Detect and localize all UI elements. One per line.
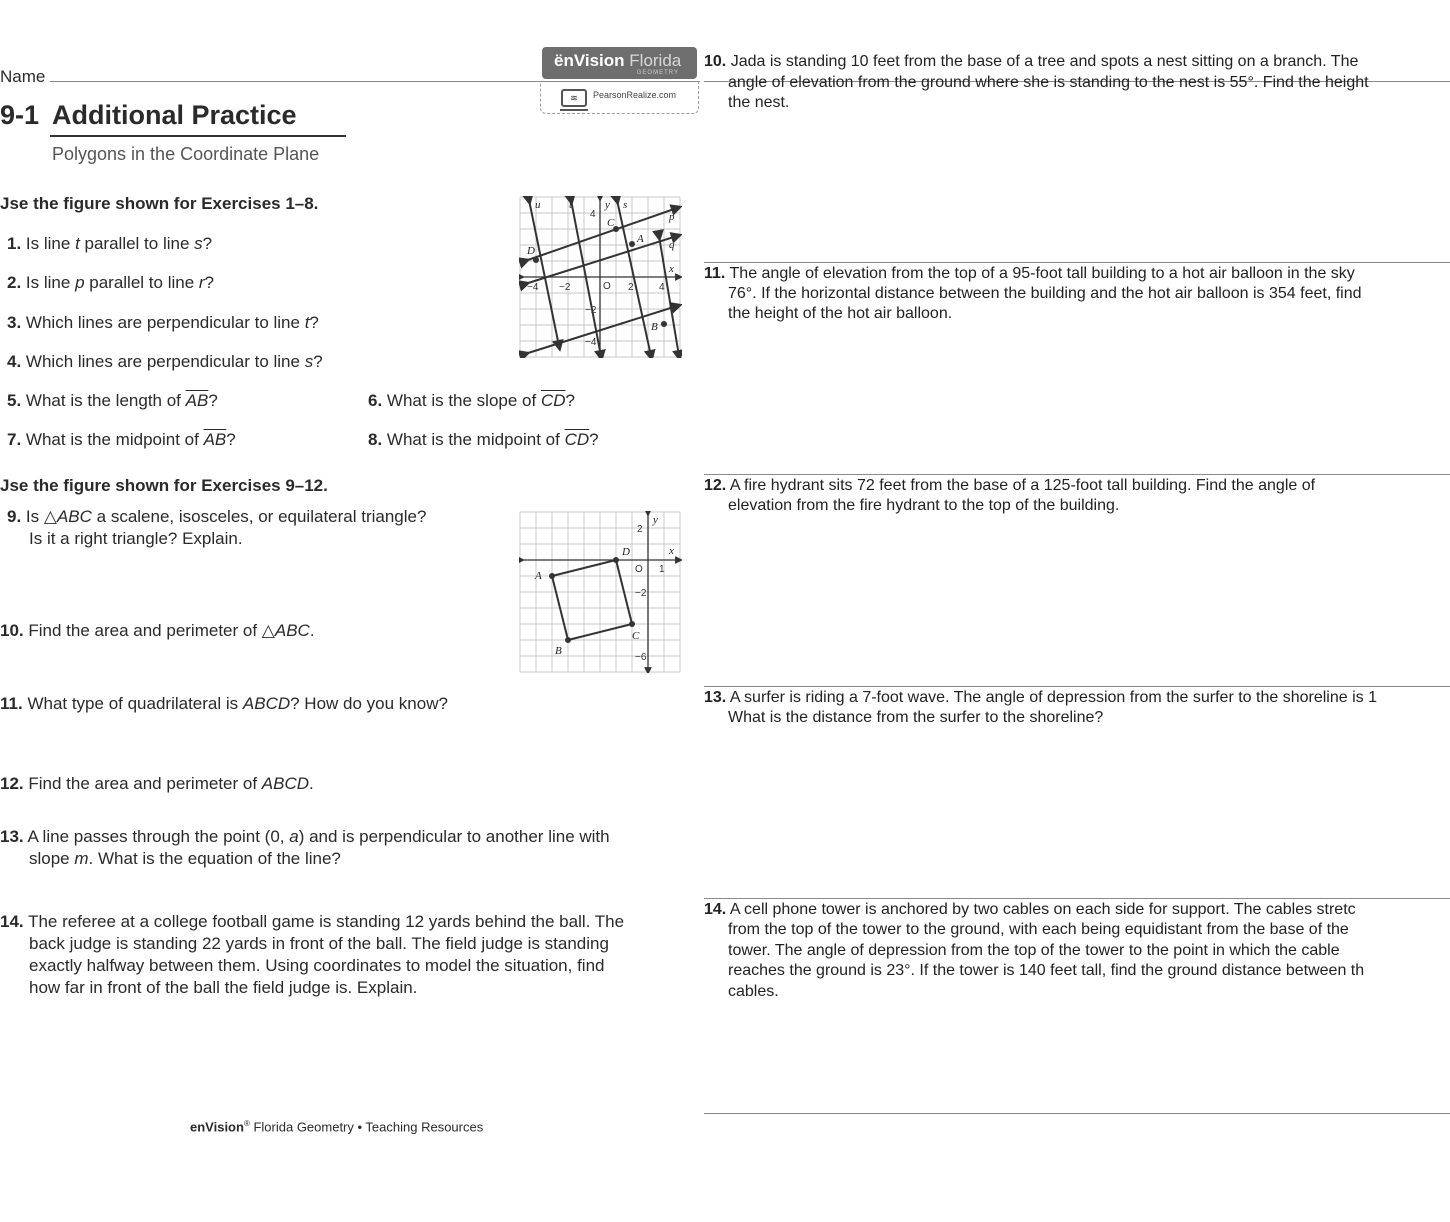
label-r: r <box>669 299 674 311</box>
right-exercise-12: 12. A fire hydrant sits 72 feet from the base of a 125-foot tall building. Find the angle of <box>704 477 1316 494</box>
right-exercise-14-line4: reaches the ground is 23°. If the tower is 140 feet tall, find the ground distance between th <box>728 962 1365 979</box>
label-point-b: B <box>651 321 658 333</box>
right-exercise-13-line2: What is the distance from the surfer to the shoreline? <box>728 709 1104 726</box>
right-exercise-14-line2: from the top of the tower to the ground, with each being equidistant from the base of the <box>728 921 1349 938</box>
tick-y-neg2: −2 <box>635 588 647 599</box>
tick-y-4: 4 <box>590 209 596 220</box>
right-exercise-14: 14. A cell phone tower is anchored by two cables on each side for support. The cables stretc <box>704 901 1356 918</box>
footer-rest: Florida Geometry • Teaching Resources <box>249 1119 484 1135</box>
tick-y-neg6: −6 <box>635 652 647 663</box>
exercise-6: 6. What is the slope of $\overline{CD}$? <box>368 391 575 410</box>
label-point-d: D <box>527 245 535 257</box>
quadrilateral-abcd <box>552 560 632 640</box>
right-exercise-10-line3: the nest. <box>728 94 790 111</box>
exercise-2: 2. Is line p parallel to line r? <box>7 273 215 292</box>
origin-label-2: O <box>635 564 643 575</box>
right-exercise-11-line2: 76°. If the horizontal distance between the building and the hot air balloon is 354 feet, find <box>728 285 1362 302</box>
point-c <box>629 621 635 627</box>
label-x-axis: x <box>669 545 674 557</box>
logo-brand: ënVision <box>554 51 625 70</box>
exercise-5: 5. What is the length of $\overline{AB}$? <box>7 391 218 410</box>
right-exercise-10-line2: angle of elevation from the ground where she is standing to the nest is 55°. Find the height <box>728 74 1369 91</box>
label-p: p <box>669 211 675 223</box>
lesson-title: Additional Practice <box>52 100 297 130</box>
lines-graph-figure <box>519 196 682 358</box>
line-p <box>525 208 677 261</box>
label-s: s <box>623 199 628 211</box>
exercise-14-line2: back judge is standing 22 yards in front of the ball. The field judge is standing <box>29 934 609 953</box>
envision-logo <box>542 47 697 79</box>
point-d <box>613 557 619 563</box>
exercise-13-line2: slope m. What is the equation of the line? <box>29 849 341 868</box>
section2-heading: Jse the figure shown for Exercises 9–12. <box>0 476 328 495</box>
point-b <box>661 321 667 327</box>
rule-r12 <box>704 474 1450 475</box>
logo-sub: GEOMETRY <box>636 70 679 76</box>
exercise-14-line3: exactly halfway between them. Using coordinates to model the situation, find <box>29 956 605 975</box>
right-exercise-11: 11. The angle of elevation from the top of a 95-foot tall building to a hot air balloon in the sky <box>704 265 1355 282</box>
wifi-screen-icon: ≋ <box>561 89 587 107</box>
section1-heading: Jse the figure shown for Exercises 1–8. <box>0 194 319 213</box>
name-label: Name <box>0 67 46 86</box>
label-y: y <box>605 199 610 211</box>
rule-bottom <box>704 1113 1450 1114</box>
tick-y-neg4: −4 <box>585 337 597 348</box>
realize-badge <box>540 81 699 114</box>
tick-x-neg4: −4 <box>527 282 539 293</box>
exercise-8: 8. What is the midpoint of $\overline{CD}$? <box>368 430 599 449</box>
footer <box>190 1119 483 1134</box>
point-b <box>565 637 571 643</box>
label-point-d: D <box>622 546 630 558</box>
right-exercise-14-line3: tower. The angle of depression from the top of the tower to the point in which the cable <box>728 942 1340 959</box>
exercise-10: 10. Find the area and perimeter of △ABC. <box>0 621 315 640</box>
right-exercise-11-line3: the height of the hot air balloon. <box>728 305 953 322</box>
rule-r11 <box>704 262 1450 263</box>
line-t <box>571 200 601 356</box>
exercise-11: 11. What type of quadrilateral is ABCD? How do you know? <box>0 694 448 713</box>
quadrilateral-graph-figure <box>519 511 682 673</box>
label-t: t <box>569 199 573 211</box>
exercise-9-line2: Is it a right triangle? Explain. <box>29 529 243 548</box>
exercise-14: 14. The referee at a college football game is standing 12 yards behind the ball. The <box>0 912 625 931</box>
tick-x-4: 4 <box>659 282 665 293</box>
origin-label: O <box>603 281 611 292</box>
right-exercise-10: 10. Jada is standing 10 feet from the base of a tree and spots a nest sitting on a branch. The <box>704 53 1359 70</box>
exercise-9: 9. Is △ABC a scalene, isosceles, or equilateral triangle? <box>7 507 427 526</box>
lesson-subtitle: Polygons in the Coordinate Plane <box>52 144 320 164</box>
exercise-14-line4: how far in front of the ball the field judge is. Explain. <box>29 978 418 997</box>
point-a <box>629 241 635 247</box>
title-underline <box>50 135 346 137</box>
label-x: x <box>669 263 674 275</box>
label-point-c: C <box>632 630 640 642</box>
tick-x-1: 1 <box>659 564 665 575</box>
tick-y-2: 2 <box>637 524 643 535</box>
footer-brand: enVision <box>190 1119 244 1135</box>
label-point-a: A <box>535 570 542 582</box>
exercise-1: 1. Is line t parallel to line s? <box>7 234 213 253</box>
lesson-number: 9-1 <box>0 100 40 130</box>
realize-url: PearsonRealize.com <box>593 90 677 100</box>
line-s2 <box>659 236 679 356</box>
tick-x-neg2: −2 <box>559 282 571 293</box>
label-point-c: C <box>607 217 615 229</box>
tick-y-neg2: −2 <box>585 305 597 316</box>
rule-r13 <box>704 686 1450 687</box>
logo-state: Florida <box>629 51 682 70</box>
exercise-3: 3. Which lines are perpendicular to line t? <box>7 313 319 332</box>
point-d <box>533 257 539 263</box>
exercise-7: 7. What is the midpoint of $\overline{AB}$? <box>7 430 236 449</box>
label-point-b: B <box>555 645 562 657</box>
exercise-12: 12. Find the area and perimeter of ABCD. <box>0 774 314 793</box>
point-a <box>549 573 555 579</box>
footer-reg: ® <box>243 1119 250 1128</box>
label-y-axis: y <box>653 514 658 526</box>
rule-r14 <box>704 898 1450 899</box>
right-exercise-13: 13. A surfer is riding a 7-foot wave. The angle of depression from the surfer to the shoreline is 1 <box>704 689 1377 706</box>
exercise-4: 4. Which lines are perpendicular to line s? <box>7 352 323 371</box>
tick-x-2: 2 <box>628 282 634 293</box>
label-u: u <box>535 199 541 211</box>
right-exercise-12-line2: elevation from the fire hydrant to the top of the building. <box>728 497 1120 514</box>
label-point-a: A <box>637 233 644 245</box>
exercise-13: 13. A line passes through the point (0, a) and is perpendicular to another line with <box>0 827 610 846</box>
right-exercise-14-line5: cables. <box>728 983 779 1000</box>
label-q: q <box>669 239 675 251</box>
grid-lines-2 <box>520 512 680 672</box>
line-u <box>529 200 559 346</box>
